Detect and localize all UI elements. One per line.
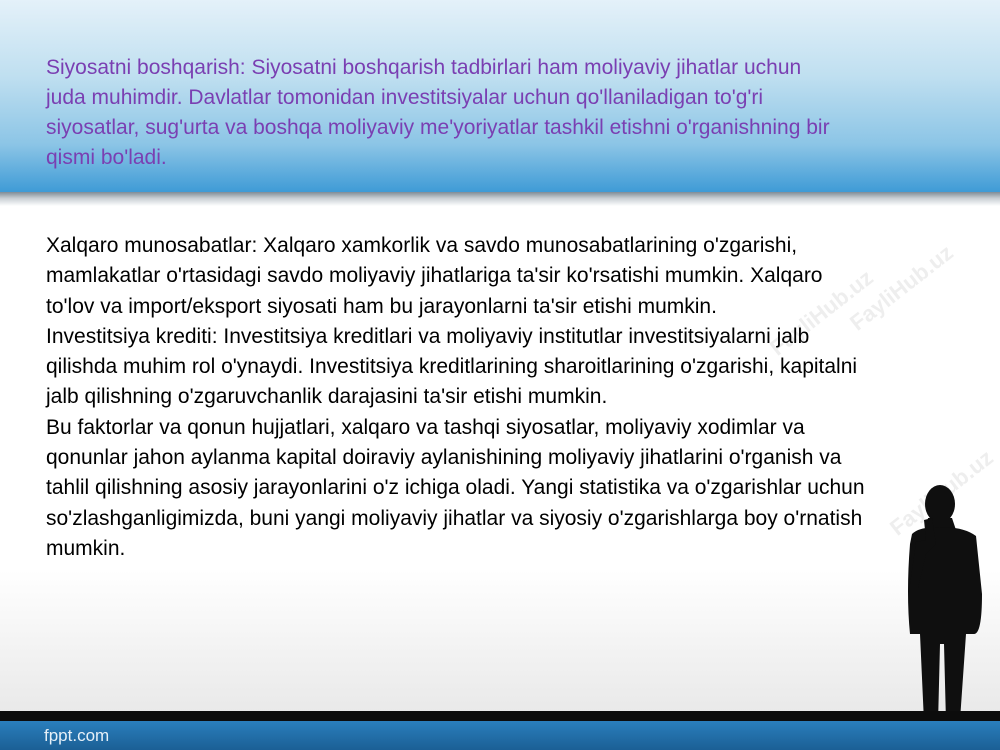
watermark: FayliHub.uz (845, 239, 958, 336)
paragraph-conclusion: Bu faktorlar va qonun hujjatlari, xalqaro va tashqi siyosatlar, moliyaviy xodimlar va qonunlar jahon aylanma kapital doiraviy aylanishining moliyaviy jihatlarini o'rganish va tahlil qilishning asosiy jarayonlarini o'z ichiga oladi. Yangi statistika va o'zgarishlar uchun so'zlashganligimizda, buni yangi moliyaviy jihatlar va siyosiy o'zgarishlarga boy o'rnatish mumkin. (46, 415, 865, 560)
header-paragraph: Siyosatni boshqarish: Siyosatni boshqarish tadbirlari ham moliyaviy jihatlar uchun juda muhimdir. Davlatlar tomonidan investitsiyalar uchun qo'llaniladigan to'g'ri siyosatlar, sug'urta va boshqa moliyaviy me'yoriyatlar tashkil etishni o'rganishning bir qismi bo'ladi. (46, 56, 830, 169)
footer-brand: fppt.com (44, 726, 110, 745)
paragraph-investment-credit: Investitsiya krediti: Investitsiya kreditlari va moliyaviy institutlar investitsiyalarni jalb qilishda muhim rol o'ynaydi. Investitsiya kreditlarining sharoitlarining o'zgarishi, kapitalni jalb qilishning o'zgaruvchanlik darajasini ta'sir etishi mumkin. (46, 324, 858, 409)
header-divider (0, 192, 1000, 206)
watermark: FayliHub.uz (765, 264, 878, 361)
body-text (46, 231, 876, 564)
footer-bar (0, 721, 1000, 750)
paragraph-international-relations: Xalqaro munosabatlar: Xalqaro xamkorlik va savdo munosabatlarining o'zgarishi, mamlakatlar o'rtasidagi savdo moliyaviy jihatlariga ta'sir ko'rsatishi mumkin. Xalqaro to'lov va import/eksport siyosati ham bu jarayonlarni ta'sir etishi mumkin. (46, 234, 823, 318)
footer-dark-band (0, 711, 1000, 721)
businessman-silhouette-icon (896, 484, 988, 736)
